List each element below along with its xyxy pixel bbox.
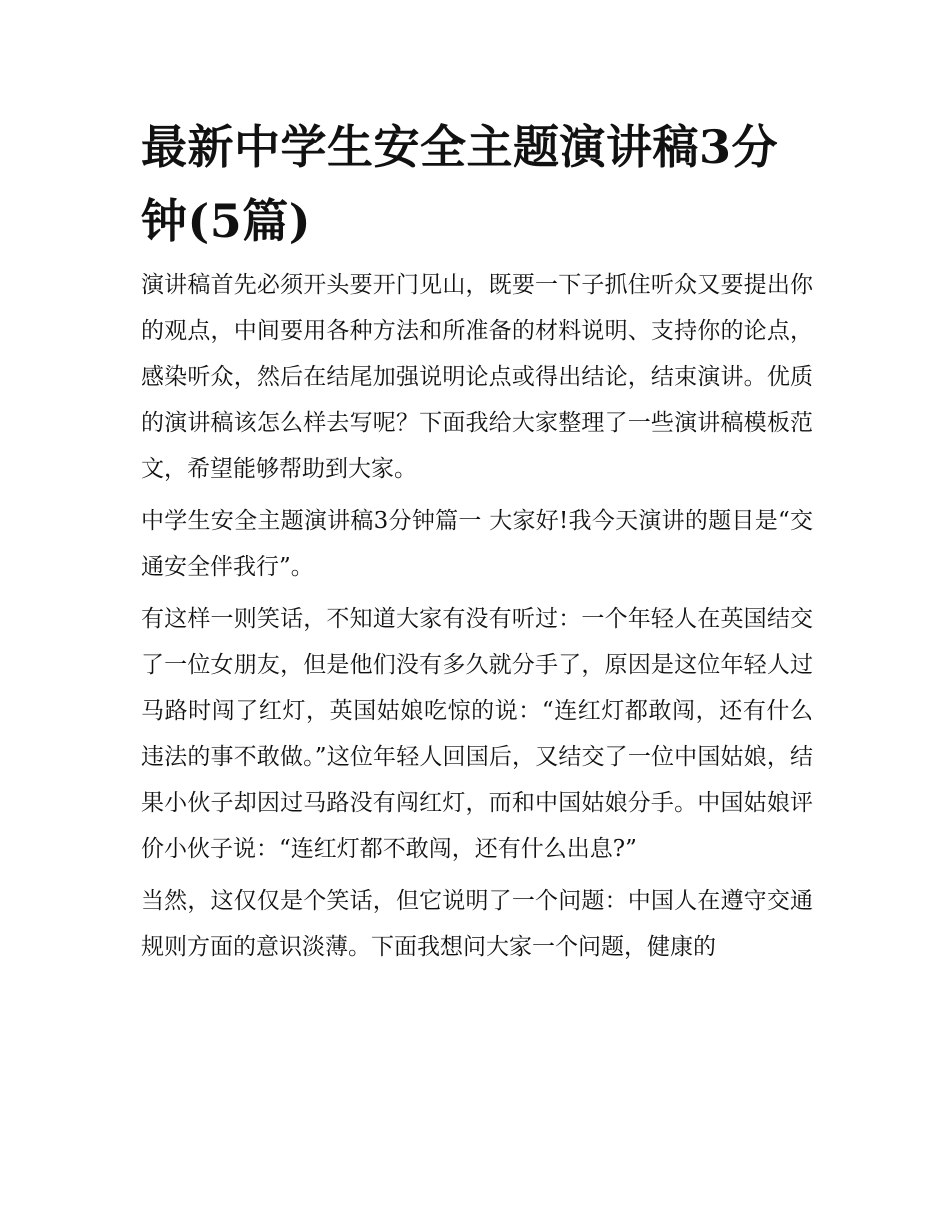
- paragraph-conclusion: 当然，这仅仅是个笑话，但它说明了一个问题：中国人在遵守交通规则方面的意识淡薄。下面我想问大家一个问题，健康的: [141, 888, 813, 960]
- document-page: [141, 110, 813, 976]
- document-title: 最新中学生安全主题演讲稿3分钟(5篇): [141, 120, 779, 248]
- paragraph-speech-one-opening: 中学生安全主题演讲稿3分钟篇一 大家好!我今天演讲的题目是“交通安全伴我行”。: [141, 508, 813, 580]
- paragraph-joke-story: 有这样一则笑话，不知道大家有没有听过：一个年轻人在英国结交了一位女朋友，但是他们没有多久就分手了，原因是这位年轻人过马路时闯了红灯，英国姑娘吃惊的说：“连红灯都敢闯，还有什么违法的事不敢做。”这位年轻人回国后，又结交了一位中国姑娘，结果小伙子却因过马路没有闯红灯，而和中国姑娘分手。中国姑娘评价小伙子说：“连红灯都不敢闯，还有什么出息?”: [141, 606, 813, 862]
- paragraph-intro: 演讲稿首先必须开头要开门见山，既要一下子抓住听众又要提出你的观点，中间要用各种方法和所准备的材料说明、支持你的论点，感染听众，然后在结尾加强说明论点或得出结论，结束演讲。优质的演讲稿该怎么样去写呢？下面我给大家整理了一些演讲稿模板范文，希望能够帮助到大家。: [141, 272, 813, 482]
